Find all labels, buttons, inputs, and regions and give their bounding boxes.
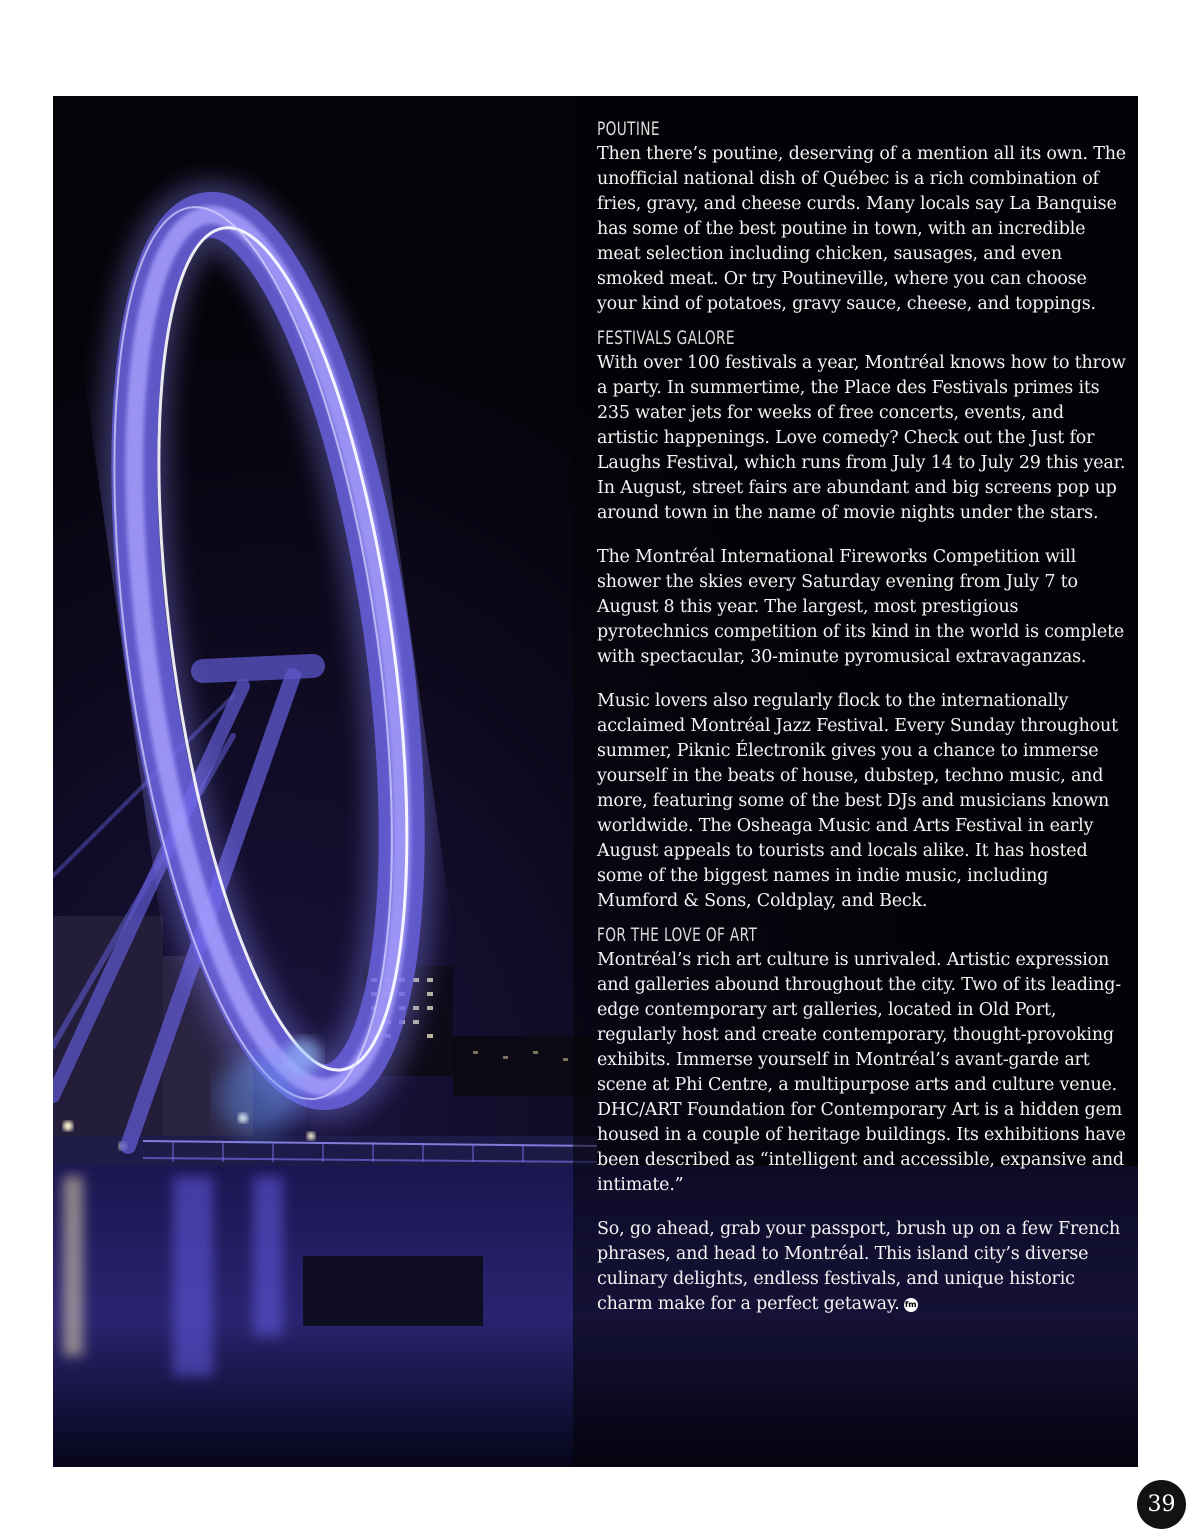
end-of-article-icon: fm <box>904 1298 918 1312</box>
section-heading-festivals: FESTIVALS GALORE <box>597 327 735 349</box>
section-heading-art: FOR THE LOVE OF ART <box>597 924 758 946</box>
page-number: 39 <box>1137 1480 1186 1529</box>
art-paragraph-1: Montréal’s rich art culture is unrivaled. Artistic expression and galleries abound throughout the city. Two of its leading-edge contemporary art galleries, located in Old Port, regularly host and create contemporary, thought-provoking exhibits. Immerse yourself in Montréal’s avant-garde art scene at Phi Centre, a multipurpose arts and culture venue. DHC/ART Foundation for Contemporary Art is a hidden gem housed in a couple of heritage buildings. Its exhibitions have been described as “intelligent and accessible, expansive and intimate.” <box>597 950 1126 1195</box>
closing-paragraph-text: So, go ahead, grab your passport, brush up on a few French phrases, and head to Montréal. This island city’s diverse culinary delights, endless festivals, and unique historic charm make for a perfect getaway. <box>597 1219 1121 1314</box>
article-spread <box>53 96 1138 1467</box>
article-text-column <box>597 118 1127 1317</box>
section-heading-poutine: POUTINE <box>597 118 660 140</box>
festivals-paragraph-1: With over 100 festivals a year, Montréal knows how to throw a party. In summertime, the Place des Festivals primes its 235 water jets for weeks of free concerts, events, and artistic happenings. Love comedy? Check out the Just for Laughs Festival, which runs from July 14 to July 29 this year. In August, street fairs are abundant and big screens pop up around town in the name of movie nights under the stars. <box>597 353 1126 523</box>
festivals-paragraph-2: The Montréal International Fireworks Competition will shower the skies every Saturday evening from July 7 to August 8 this year. The largest, most prestigious pyrotechnics competition of its kind in the world is complete with spectacular, 30-minute pyromusical extravaganzas. <box>597 547 1125 667</box>
poutine-paragraph: Then there’s poutine, deserving of a mention all its own. The unofficial national dish of Québec is a rich combination of fries, gravy, and cheese curds. Many locals say La Banquise has some of the best poutine in town, with an incredible meat selection including chicken, sausages, and even smoked meat. Or try Poutineville, where you can choose your kind of potatoes, gravy sauce, cheese, and toppings. <box>597 144 1126 314</box>
festivals-paragraph-3: Music lovers also regularly flock to the internationally acclaimed Montréal Jazz Festival. Every Sunday throughout summer, Piknic Électronik gives you a chance to immerse yourself in the beats of house, dubstep, techno music, and more, featuring some of the best DJs and musicians known worldwide. The Osheaga Music and Arts Festival in early August appeals to tourists and locals alike. It has hosted some of the biggest names in indie music, including Mumford & Sons, Coldplay, and Beck. <box>597 691 1118 911</box>
closing-paragraph <box>597 1217 1127 1317</box>
